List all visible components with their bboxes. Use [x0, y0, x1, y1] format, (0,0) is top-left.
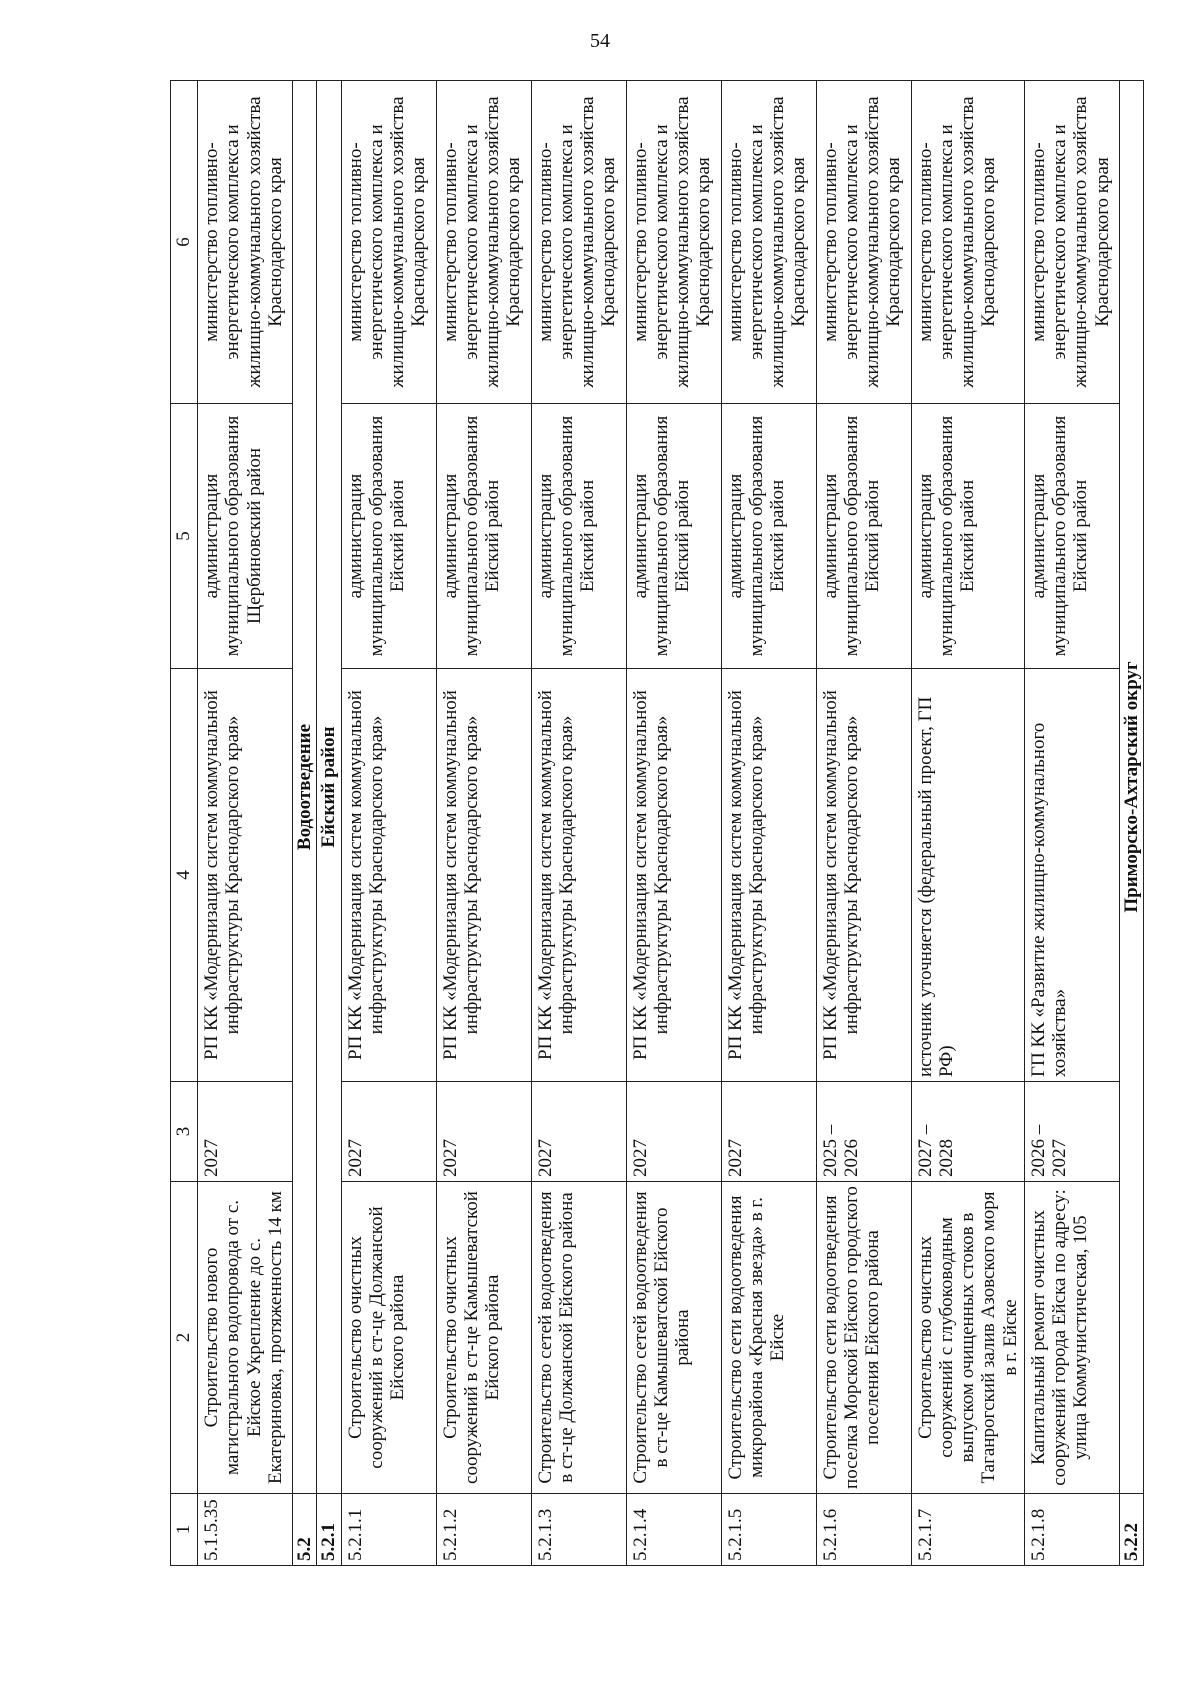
row-executor: администрация муниципального образования Ейский район: [341, 404, 436, 669]
row-number: 5.2.1.3: [531, 1494, 626, 1566]
row-responsible: министерство топливно-энергетического комплекса и жилищно-коммунального хозяйства Краснодарского края: [911, 81, 1024, 404]
row-source: РП КК «Модернизация систем коммунальной инфраструктуры Краснодарского края»: [816, 669, 911, 1082]
row-number: 5.2.1.8: [1024, 1494, 1119, 1566]
row-number: 5.2.1.7: [911, 1494, 1024, 1566]
measures-table: [170, 80, 1144, 1566]
row-name: Строительство сети водоотведения микрорайона «Красная звезда» в г. Ейске: [721, 1182, 816, 1494]
row-source: РП КК «Модернизация систем коммунальной инфраструктуры Краснодарского края»: [341, 669, 436, 1082]
row-executor: администрация муниципального образования Ейский район: [531, 404, 626, 669]
row-year: 2027: [721, 1082, 816, 1182]
row-year: 2027: [531, 1082, 626, 1182]
row-executor: администрация муниципального образования Ейский район: [911, 404, 1024, 669]
row-responsible: министерство топливно-энергетического комплекса и жилищно-коммунального хозяйства Краснодарского края: [531, 81, 626, 404]
row-name: Строительство сети водоотведения поселка Морской Ейского городского поселения Ейского района: [816, 1182, 911, 1494]
row-executor: администрация муниципального образования Ейский район: [816, 404, 911, 669]
row-year: 2027: [436, 1082, 531, 1182]
row-name: Строительство нового магистрального водопровода от с. Ейское Укрепление до с. Екатериновка, протяженность 14 км: [198, 1182, 293, 1494]
row-source: ГП КК «Развитие жилищно-коммунального хозяйства»: [1024, 669, 1119, 1082]
column-header-2: 2: [171, 1182, 198, 1494]
row-source: РП КК «Модернизация систем коммунальной инфраструктуры Краснодарского края»: [626, 669, 721, 1082]
row-executor: администрация муниципального образования Щербиновский район: [198, 404, 293, 669]
row-responsible: министерство топливно-энергетического комплекса и жилищно-коммунального хозяйства Краснодарского края: [816, 81, 911, 404]
section-number: 5.2.1: [317, 1494, 341, 1566]
section-title: Приморско-Ахтарский округ: [1119, 81, 1143, 1494]
row-name: Строительство очистных сооружений в ст-це Должанской Ейского района: [341, 1182, 436, 1494]
row-year: 2026 – 2027: [1024, 1082, 1119, 1182]
row-year: 2027: [341, 1082, 436, 1182]
row-source: РП КК «Модернизация систем коммунальной инфраструктуры Краснодарского края»: [721, 669, 816, 1082]
table-row: [341, 81, 436, 1566]
row-number: 5.2.1.1: [341, 1494, 436, 1566]
section-title: Водоотведение: [293, 81, 317, 1494]
column-header-4: 4: [171, 669, 198, 1082]
row-name: Строительство сетей водоотведения в ст-це Камышеватской Ейского района: [626, 1182, 721, 1494]
row-year: 2027: [198, 1082, 293, 1182]
row-number: 5.2.1.2: [436, 1494, 531, 1566]
column-header-1: 1: [171, 1494, 198, 1566]
table-row: [1024, 81, 1119, 1566]
row-responsible: министерство топливно-энергетического комплекса и жилищно-коммунального хозяйства Краснодарского края: [721, 81, 816, 404]
row-responsible: министерство топливно-энергетического комплекса и жилищно-коммунального хозяйства Краснодарского края: [341, 81, 436, 404]
section-number: 5.2.2: [1119, 1494, 1143, 1566]
section-title: Ейский район: [317, 81, 341, 1494]
rotated-table-container: [170, 81, 1142, 1566]
row-year: 2025 – 2026: [816, 1082, 911, 1182]
table-row: [436, 81, 531, 1566]
row-responsible: министерство топливно-энергетического комплекса и жилищно-коммунального хозяйства Краснодарского края: [436, 81, 531, 404]
row-executor: администрация муниципального образования Ейский район: [626, 404, 721, 669]
row-responsible: министерство топливно-энергетического комплекса и жилищно-коммунального хозяйства Краснодарского края: [626, 81, 721, 404]
row-executor: администрация муниципального образования Ейский район: [1024, 404, 1119, 669]
row-number: 5.2.1.5: [721, 1494, 816, 1566]
row-source: источник уточняется (федеральный проект, ГП РФ): [911, 669, 1024, 1082]
table-row: [721, 81, 816, 1566]
row-name: Строительство очистных сооружений в ст-це Камышеватской Ейского района: [436, 1182, 531, 1494]
column-header-6: 6: [171, 81, 198, 404]
section-row: [1119, 81, 1143, 1566]
row-name: Строительство сетей водоотведения в ст-це Должанской Ейского района: [531, 1182, 626, 1494]
row-name: Строительство очистных сооружений с глубоководным выпуском очищенных стоков в Таганрогский залив Азовского моря в г. Ейске: [911, 1182, 1024, 1494]
table-row: [911, 81, 1024, 1566]
row-number: 5.2.1.4: [626, 1494, 721, 1566]
row-number: 5.1.5.35: [198, 1494, 293, 1566]
row-responsible: министерство топливно-энергетического комплекса и жилищно-коммунального хозяйства Краснодарского края: [1024, 81, 1119, 404]
column-header-row: [171, 81, 198, 1566]
row-executor: администрация муниципального образования Ейский район: [436, 404, 531, 669]
page-number: 54: [590, 30, 610, 52]
row-responsible: министерство топливно-энергетического комплекса и жилищно-коммунального хозяйства Краснодарского края: [198, 81, 293, 404]
column-header-3: 3: [171, 1082, 198, 1182]
table-row: [816, 81, 911, 1566]
section-number: 5.2: [293, 1494, 317, 1566]
row-source: РП КК «Модернизация систем коммунальной инфраструктуры Краснодарского края»: [198, 669, 293, 1082]
table-row: [626, 81, 721, 1566]
row-executor: администрация муниципального образования Ейский район: [721, 404, 816, 669]
row-year: 2027: [626, 1082, 721, 1182]
section-row: [317, 81, 341, 1566]
row-source: РП КК «Модернизация систем коммунальной инфраструктуры Краснодарского края»: [436, 669, 531, 1082]
table-row: [198, 81, 293, 1566]
row-name: Капитальный ремонт очистных сооружений города Ейска по адресу: улица Коммунистическая, 105: [1024, 1182, 1119, 1494]
row-number: 5.2.1.6: [816, 1494, 911, 1566]
section-row: [293, 81, 317, 1566]
column-header-5: 5: [171, 404, 198, 669]
row-year: 2027 – 2028: [911, 1082, 1024, 1182]
table-row: [531, 81, 626, 1566]
row-source: РП КК «Модернизация систем коммунальной инфраструктуры Краснодарского края»: [531, 669, 626, 1082]
